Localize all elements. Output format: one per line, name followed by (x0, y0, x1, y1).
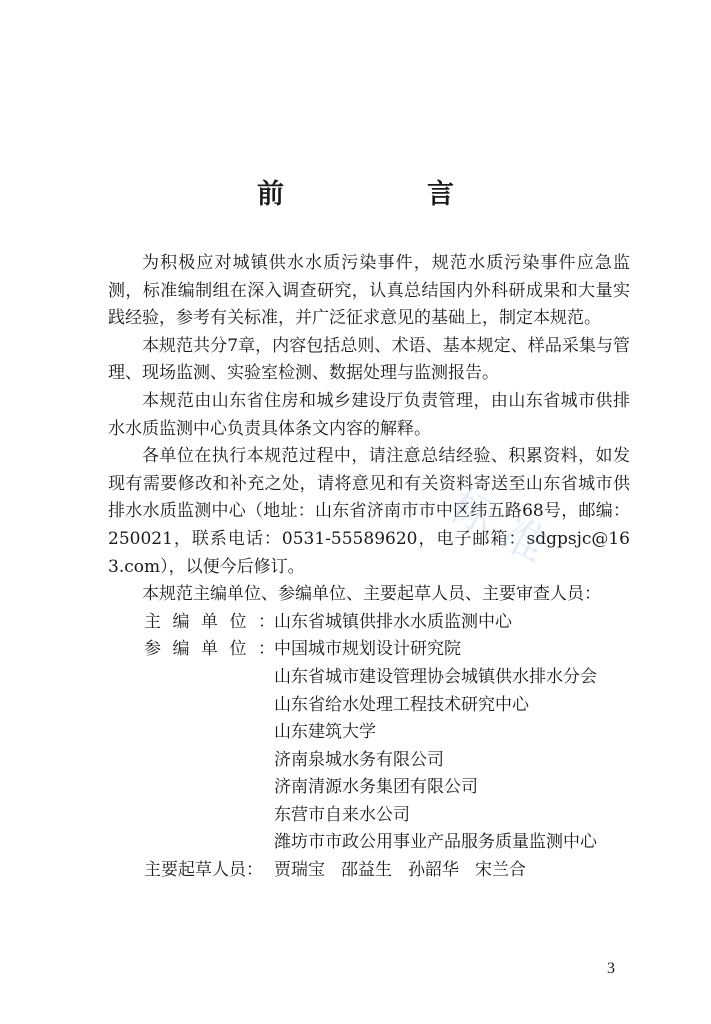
paragraph-5: 本规范主编单位、参编单位、主要起草人员、主要审查人员： (142, 584, 601, 605)
drafter-name: 贾瑞宝 (274, 860, 325, 881)
drafter-name: 邵益生 (341, 860, 392, 881)
page-title: 前 言 (257, 179, 512, 210)
participating-unit-item: 山东省给水处理工程技术研究中心 (274, 694, 529, 715)
drafter-name: 宋兰合 (475, 860, 526, 881)
chief-unit-colon: ： (258, 611, 275, 632)
participating-unit-item: 中国城市规划设计研究院 (274, 639, 461, 660)
drafters-colon: ： (246, 860, 263, 881)
participating-unit-item: 济南清源水务集团有限公司 (274, 777, 478, 798)
preface-body (108, 250, 630, 885)
chief-unit-row (108, 609, 630, 637)
drafters-label: 主要起草人员 (144, 860, 246, 881)
page-number: 3 (607, 960, 615, 977)
chief-unit-label: 主编单位 (144, 611, 258, 632)
watermark: 标准 (440, 479, 568, 580)
participating-unit-row (108, 636, 630, 664)
unit-list (108, 609, 630, 885)
participating-unit-item: 潍坊市市政公用事业产品服务质量监测中心 (274, 832, 597, 853)
chief-unit-value: 山东省城镇供排水水质监测中心 (274, 611, 512, 632)
paragraph-2: 本规范共分7章，内容包括总则、术语、基本规定、样品采集与管理、现场监测、实验室检测、数据处理与监测报告。 (108, 335, 630, 384)
participating-unit-label: 参编单位 (144, 639, 258, 660)
participating-unit-colon: ： (258, 639, 275, 660)
paragraph-1: 为积极应对城镇供水水质污染事件，规范水质污染事件应急监测，标准编制组在深入调查研究，认真总结国内外科研成果和大量实践经验，参考有关标准，并广泛征求意见的基础上，制定本规范。 (108, 253, 630, 329)
drafters-row (108, 857, 630, 885)
paragraph-4: 各单位在执行本规范过程中，请注意总结经验、积累资料，如发现有需要修改和补充之处，请将意见和有关资料寄送至山东省城市供排水水质监测中心（地址：山东省济南市市中区纬五路68号，邮编：250021，联系电话：0531-55589620，电子邮箱：sdgpsjc@163.com），以便今后修订。 (108, 446, 630, 577)
participating-unit-item: 东营市自来水公司 (274, 804, 410, 825)
participating-unit-item: 山东省城市建设管理协会城镇供水排水分会 (274, 666, 597, 687)
participating-unit-item: 山东建筑大学 (274, 722, 376, 743)
paragraph-3: 本规范由山东省住房和城乡建设厅负责管理，由山东省城市供排水水质监测中心负责具体条文内容的解释。 (108, 390, 630, 439)
participating-unit-item: 济南泉城水务有限公司 (274, 749, 444, 770)
drafter-name: 孙韶华 (408, 860, 459, 881)
